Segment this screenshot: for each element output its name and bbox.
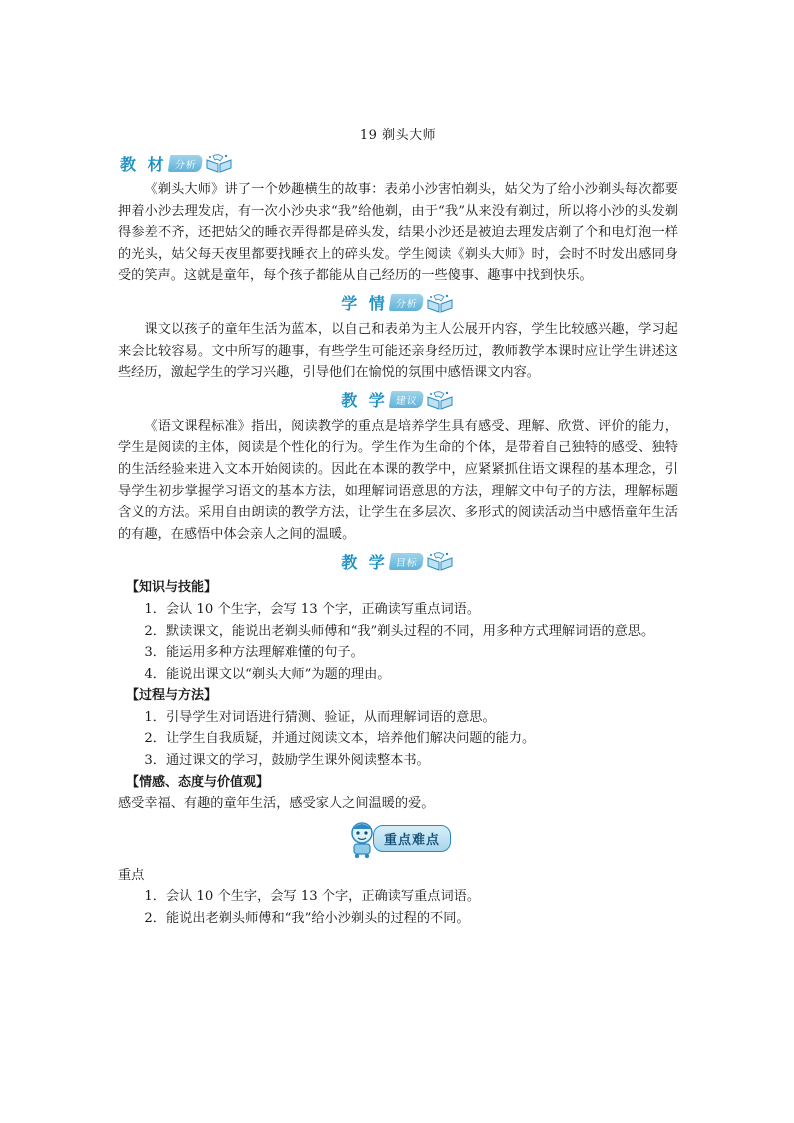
emotion-heading: 【情感、态度与价值观】 bbox=[126, 774, 270, 790]
section-title-tag: 分析 bbox=[167, 155, 202, 172]
process-item: 2．让学生自我质疑，并通过阅读文本，培养他们解决问题的能力。 bbox=[144, 731, 536, 747]
material-paragraph: 《剃头大师》讲了一个妙趣横生的故事：表弟小沙害怕剃头，姑父为了给小沙剃头每次都要押着小沙去理发店，有一次小沙央求“我”给他剃，由于“我”从来没有剃过，所以将小沙的头发剃得参差不齐，还把姑父的睡衣弄得都是碎头发，结果小沙还是被迫去理发店剃了个和电灯泡一样的光头，姑父每天夜里都要找睡衣上的碎头发。学生阅读《剃头大师》时，会时不时发出感同身受的笑声。这就是童年，每个孩子都能从自己经历的一些傻事、趣事中找到快乐。 bbox=[118, 182, 678, 284]
process-heading: 【过程与方法】 bbox=[126, 688, 218, 704]
open-book-icon bbox=[425, 292, 455, 314]
section-title-main: 教 材 bbox=[120, 154, 167, 174]
document-title: 19 剃头大师 bbox=[359, 128, 437, 143]
emotion-text: 感受幸福、有趣的童年生活，感受家人之间温暖的爱。 bbox=[118, 796, 435, 812]
knowledge-item: 3．能运用多种方法理解难懂的句子。 bbox=[144, 645, 364, 661]
knowledge-item: 2．默读课文，能说出老剃头师傅和“我”剃头过程的不同，用多种方式理解词语的意思。 bbox=[144, 623, 655, 639]
key-item: 2．能说出老剃头师傅和“我”给小沙剃头的过程的不同。 bbox=[144, 911, 470, 927]
key-item: 1．会认 10 个生字，会写 13 个字，正确读写重点词语。 bbox=[144, 889, 481, 905]
process-item: 3．通过课文的学习，鼓励学生课外阅读整本书。 bbox=[144, 753, 430, 769]
key-section-label: 重点难点 bbox=[373, 825, 451, 852]
process-item: 1．引导学生对词语进行猜测、验证，从而理解词语的意思。 bbox=[144, 709, 496, 725]
section-header-teaching bbox=[118, 386, 678, 414]
knowledge-item: 4．能说出课文以“剃头大师”为题的理由。 bbox=[144, 666, 391, 682]
open-book-icon bbox=[204, 152, 234, 174]
knowledge-item: 1．会认 10 个生字，会写 13 个字，正确读写重点词语。 bbox=[144, 601, 481, 617]
key-sub-label: 重点 bbox=[118, 867, 145, 883]
section-title-main: 教 学 bbox=[341, 552, 388, 572]
section-title-tag: 目标 bbox=[389, 553, 424, 570]
key-badge bbox=[345, 819, 451, 859]
section-title-tag: 分析 bbox=[389, 294, 424, 311]
section-title-main: 学 情 bbox=[341, 294, 388, 314]
open-book-icon bbox=[425, 389, 455, 411]
teaching-paragraph: 《语文课程标准》指出，阅读教学的重点是培养学生具有感受、理解、欣赏、评价的能力，学生是阅读的主体，阅读是个性化的行为。学生作为生命的个体，是带着自己独特的感受、独特的生活经验来进入文本开始阅读的。因此在本课的教学中，应紧紧抓住语文课程的基本理念，引导学生初步掌握学习语文的基本方法，如理解词语意思的方法，理解文中句子的方法，理解标题含义的方法。采用自由朗读的教学方法，让学生在多层次、多形式的阅读活动当中感悟童年生活的有趣，在感悟中体会亲人之间的温暖。 bbox=[118, 418, 678, 542]
section-title-main: 教 学 bbox=[341, 391, 388, 411]
section-header-material bbox=[118, 149, 678, 177]
section-header-key bbox=[118, 819, 678, 859]
section-title-tag: 建议 bbox=[389, 391, 424, 408]
section-header-goals bbox=[118, 547, 678, 575]
section-header-student bbox=[118, 289, 678, 317]
document-page bbox=[118, 118, 678, 930]
open-book-icon bbox=[425, 550, 455, 572]
student-paragraph: 课文以孩子的童年生活为蓝本，以自己和表弟为主人公展开内容，学生比较感兴趣，学习起来会比较容易。文中所写的趣事，有些学生可能还亲身经历过，教师教学本课时应让学生讲述这些经历，激起学生的学习兴趣，引导他们在愉悦的氛围中感悟课文内容。 bbox=[118, 321, 678, 381]
knowledge-heading: 【知识与技能】 bbox=[126, 580, 218, 596]
